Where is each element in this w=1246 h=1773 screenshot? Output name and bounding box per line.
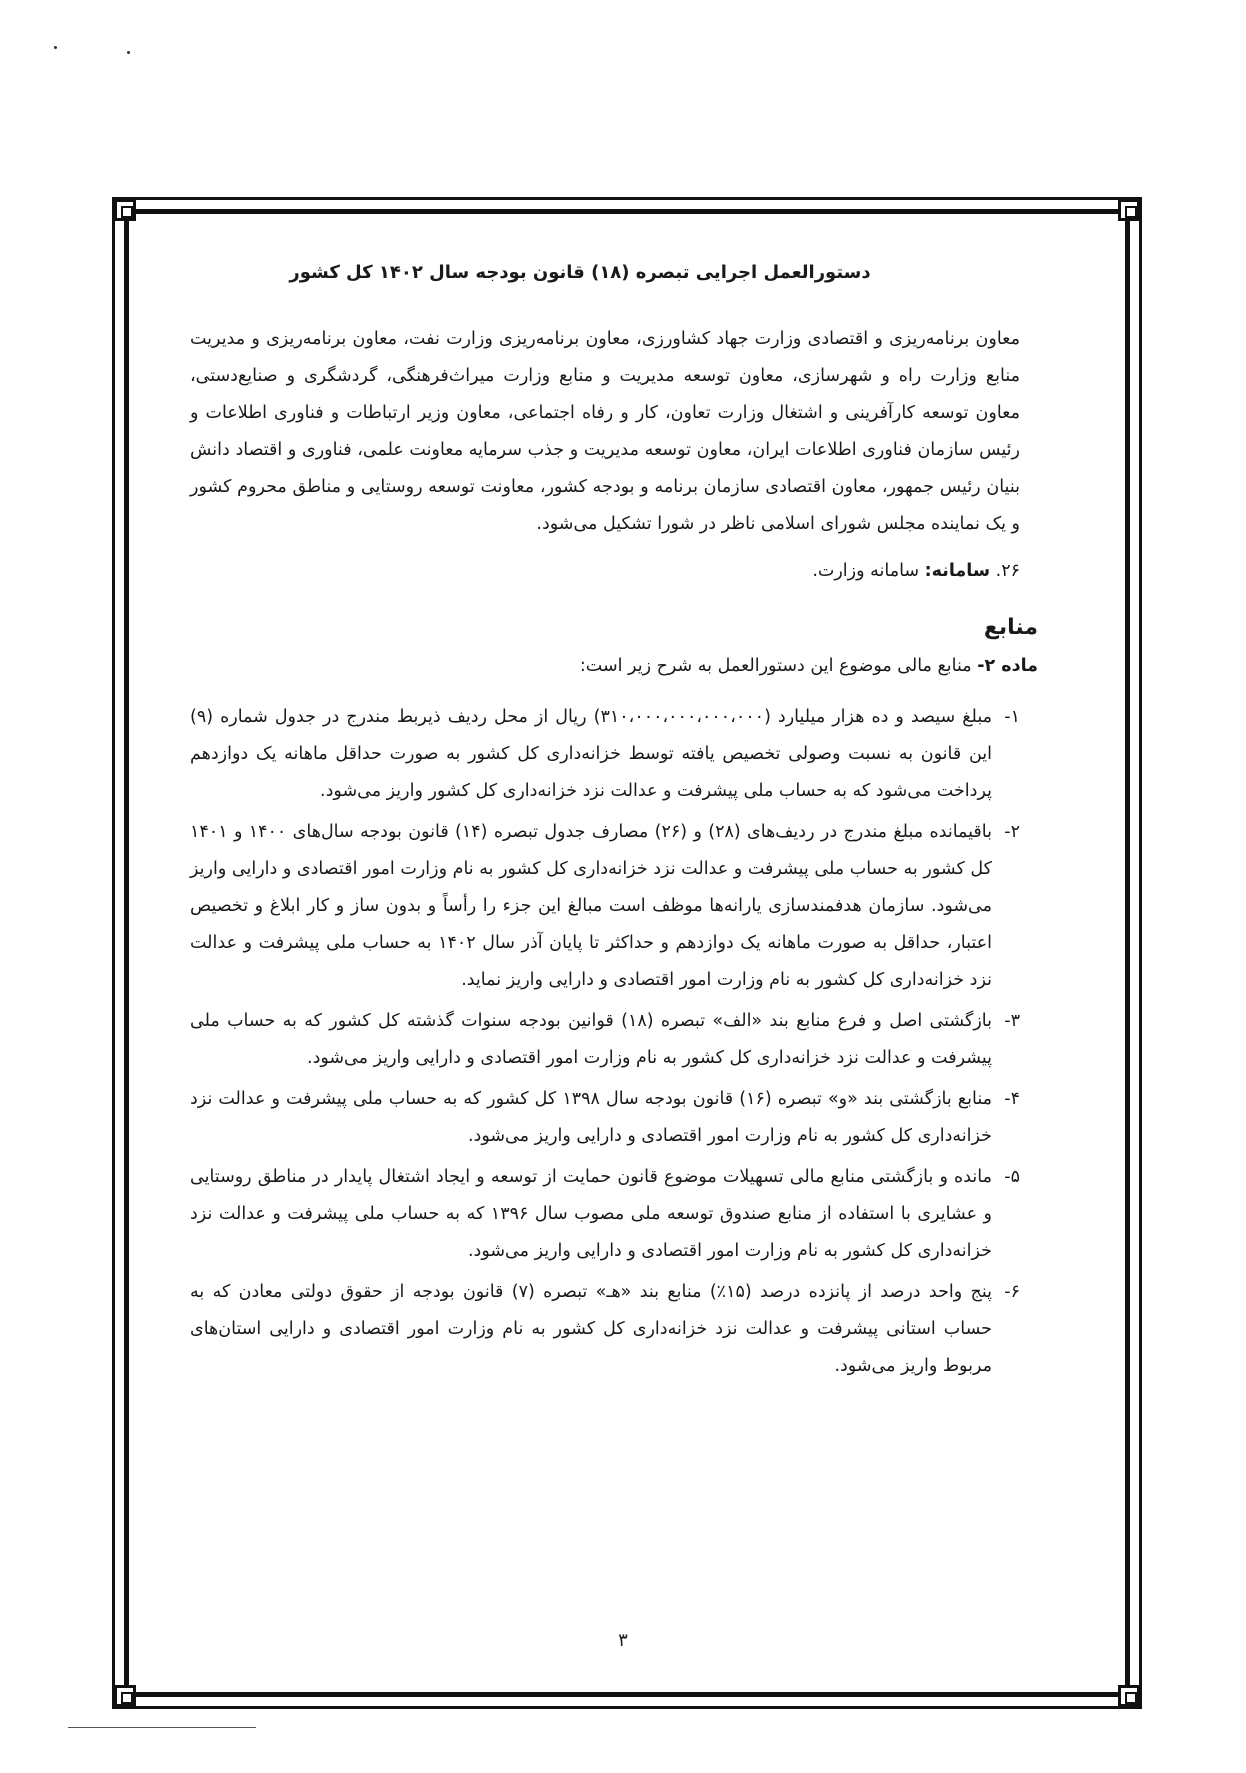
list-item <box>190 699 1020 810</box>
intro-paragraph: معاون برنامه‌ریزی و اقتصادی وزارت جهاد کشاورزی، معاون برنامه‌ریزی وزارت نفت، معاون برنامه‌ریزی و مدیریت منابع وزارت راه و شهرسازی، معاون توسعه مدیریت و منابع وزارت میراث‌فرهنگی، گردشگری و صنایع‌دستی، معاون توسعه کارآفرینی و اشتغال وزارت تعاون، کار و رفاه اجتماعی، معاون وزیر ارتباطات و فناوری اطلاعات و رئیس سازمان فناوری اطلاعات ایران، معاون توسعه مدیریت و جذب سرمایه معاونت علمی، فناوری و اقتصاد دانش بنیان رئیس جمهور، معاون اقتصادی سازمان برنامه و بودجه کشور، معاونت توسعه روستایی و مناطق محروم کشور و یک نماینده مجلس شورای اسلامی ناظر در شورا تشکیل می‌شود. <box>190 329 1020 534</box>
definition-26 <box>190 553 1020 590</box>
list-item-number: ۲- <box>1004 822 1020 842</box>
definition-term: سامانه: <box>924 561 991 581</box>
list-item <box>190 1274 1020 1385</box>
frame-corner-ornament <box>1118 199 1140 221</box>
article-2 <box>190 648 1038 685</box>
list-item-text: پنج واحد درصد از پانزده درصد (۱۵٪) منابع بند «هـ» تبصره (۷) قانون بودجه از حقوق دولتی معادن که به حساب استانی پیشرفت و عدالت نزد خزانه‌داری کل کشور به نام وزارت امور اقتصادی و دارایی استان‌های مربوط واریز می‌شود. <box>190 1282 992 1376</box>
list-item <box>190 814 1020 999</box>
list-item-number: ۵- <box>1004 1167 1020 1187</box>
section-heading-resources: منابع <box>983 615 1038 640</box>
list-item <box>190 1081 1020 1155</box>
document-body <box>190 250 1038 1389</box>
frame-corner-ornament <box>114 199 136 221</box>
list-item-text: منابع بازگشتی بند «و» تبصره (۱۶) قانون بودجه سال ۱۳۹۸ کل کشور که به حساب ملی پیشرفت و عدالت نزد خزانه‌داری کل کشور به نام وزارت امور اقتصادی و دارایی واریز می‌شود. <box>190 1089 992 1146</box>
document-title: دستورالعمل اجرایی تبصره (۱۸) قانون بودجه سال ۱۴۰۲ کل کشور <box>289 262 871 283</box>
scan-speck <box>127 51 130 54</box>
list-item-text: باقیمانده مبلغ مندرج در ردیف‌های (۲۸) و (۲۶) مصارف جدول تبصره (۱۴) قانون بودجه سال‌های ۱۴۰۰ و ۱۴۰۱ کل کشور به حساب ملی پیشرفت و عدالت نزد خزانه‌داری کل کشور به نام وزارت امور اقتصادی و دارایی واریز می‌شود. سازمان هدفمندسازی یارانه‌ها موظف است مبالغ این جزء را رأساً و بدون ساز و کار ابلاغ و تخصیص اعتبار، حداقل به صورت ماهانه یک دوازدهم و حداکثر تا پایان آذر سال ۱۴۰۲ به حساب ملی پیشرفت و عدالت نزد خزانه‌داری کل کشور به نام وزارت امور اقتصادی و دارایی واریز نماید. <box>190 822 992 990</box>
footnote-separator-line <box>68 1727 256 1728</box>
page-number: ۳ <box>618 1630 628 1651</box>
scan-speck <box>54 46 57 49</box>
article-text: منابع مالی موضوع این دستورالعمل به شرح زیر است: <box>579 656 978 676</box>
frame-corner-ornament <box>114 1685 136 1707</box>
definition-number: ۲۶. <box>995 561 1020 581</box>
list-item-number: ۳- <box>1004 1011 1020 1031</box>
definition-text: سامانه وزارت. <box>812 561 925 581</box>
list-item <box>190 1159 1020 1270</box>
list-item-number: ۶- <box>1004 1282 1020 1302</box>
list-item-text: مبلغ سیصد و ده هزار میلیارد (۳۱۰،۰۰۰،۰۰۰،۰۰۰،۰۰۰) ریال از محل ردیف ذیربط مندرج در جدول شماره (۹) این قانون به نسبت وصولی تخصیص یافته توسط خزانه‌داری کل کشور به صورت حداقل ماهانه یک دوازدهم پرداخت می‌شود که به حساب ملی پیشرفت و عدالت نزد خزانه‌داری کل کشور واریز می‌شود. <box>190 707 992 801</box>
list-item-number: ۱- <box>1004 707 1020 727</box>
list-item-number: ۴- <box>1004 1089 1020 1109</box>
list-item-text: مانده و بازگشتی منابع مالی تسهیلات موضوع قانون حمایت از توسعه و ایجاد اشتغال پایدار در مناطق روستایی و عشایری با استفاده از منابع صندوق توسعه ملی مصوب سال ۱۳۹۶ که به حساب ملی پیشرفت و عدالت نزد خزانه‌داری کل کشور به نام وزارت امور اقتصادی و دارایی واریز می‌شود. <box>190 1167 993 1261</box>
frame-corner-ornament <box>1118 1685 1140 1707</box>
article-label: ماده ۲- <box>977 656 1038 676</box>
resources-list <box>190 699 1020 1385</box>
list-item-text: بازگشتی اصل و فرع منابع بند «الف» تبصره (۱۸) قوانین بودجه سنوات گذشته کل کشور که به حساب ملی پیشرفت و عدالت نزد خزانه‌داری کل کشور به نام وزارت امور اقتصادی و دارایی واریز می‌شود. <box>190 1011 992 1068</box>
list-item <box>190 1003 1020 1077</box>
